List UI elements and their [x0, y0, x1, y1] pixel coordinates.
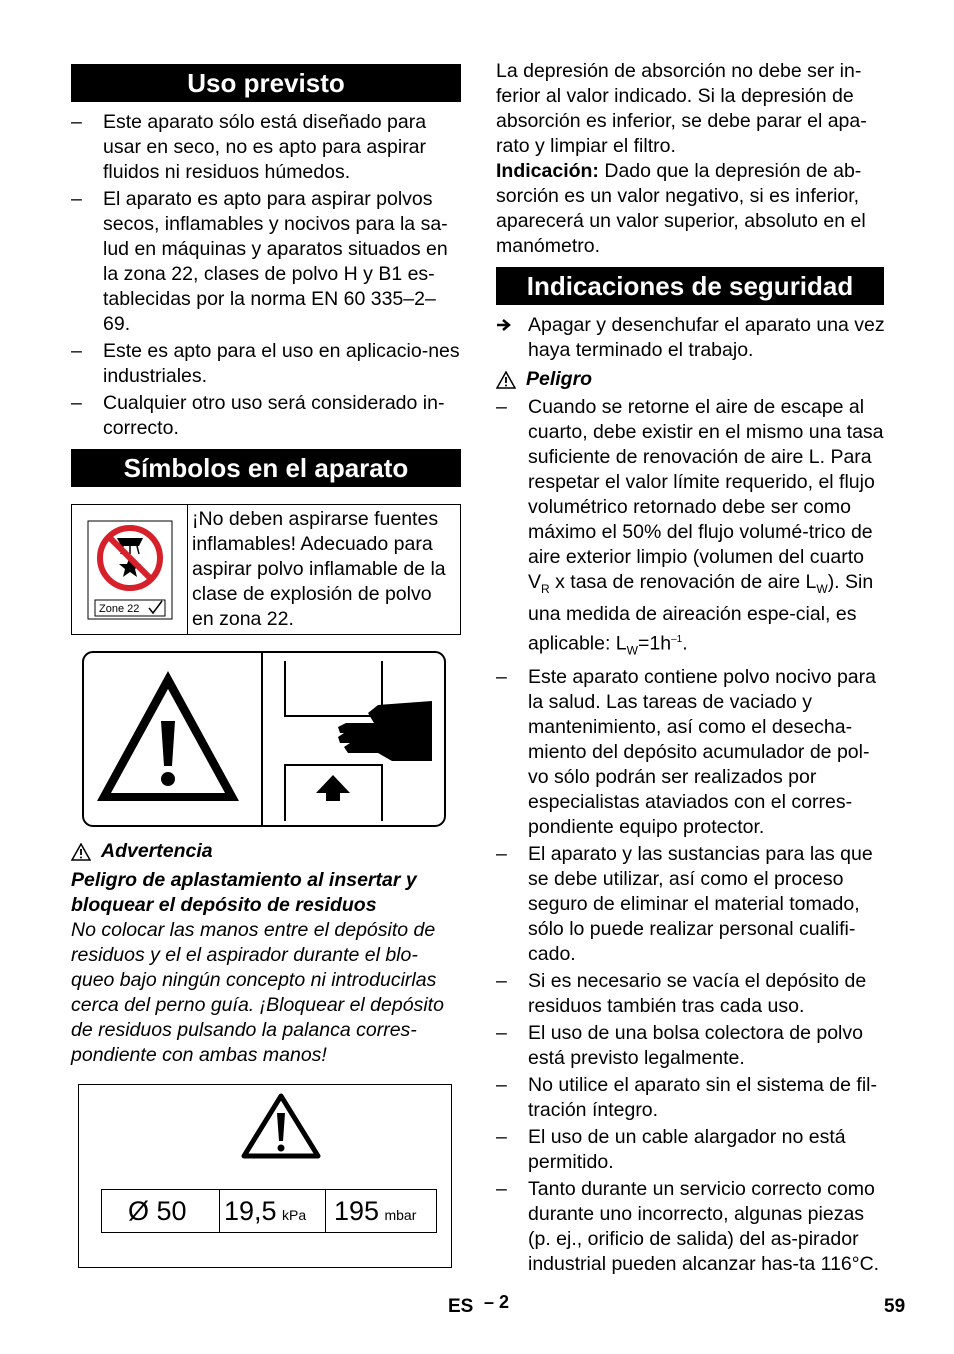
heading-seguridad: Indicaciones de seguridad [496, 267, 884, 305]
footer-page-number: 59 [884, 1296, 906, 1317]
heading-simbolos: Símbolos en el aparato [71, 449, 461, 487]
symbol-table [71, 504, 461, 635]
footer-section-page: – 2 [484, 1292, 510, 1312]
diameter-value: Ø 50 [102, 1190, 220, 1232]
indication-text: Dado que la depresión de ab-sorción es un valor negativo, si es inferior, aparecerá un valor superior, absoluto en el manómetro. [496, 160, 866, 257]
list-item: – El aparato y las sustancias para las que se debe utilizar, así como el proceso seguro de eliminar el material tomado, sólo lo puede realizar personal cualifi-cado. [496, 842, 886, 967]
crush-warning-pictogram [82, 651, 446, 827]
list-item: – No utilice el aparato sin el sistema de fil-tración íntegro. [496, 1073, 886, 1123]
list-item: – El uso de una bolsa colectora de polvo está previsto legalmente. [496, 1021, 886, 1071]
vacuum-gauge-label [78, 1084, 452, 1268]
list-item: – El uso de un cable alargador no está permitido. [496, 1125, 886, 1175]
list-item: – El aparato es apto para aspirar polvos secos, inflamables y nocivos para la sa-lud en máquinas y aparatos situados en la zona 22, clases de polvo H y B1 es-tablecidas por la norma EN 60 335–2–69. [71, 187, 461, 337]
list-item: – Si es necesario se vacía el depósito de residuos también tras cada uso. [496, 969, 886, 1019]
kpa-unit: kPa [281, 1207, 307, 1223]
list-item: – Cuando se retorne el aire de escape al cuarto, debe existir en el mismo una tasa suficiente de renovación de aire L. Para respetar el valor límite requerido, el flujo volumétrico retornado debe ser como máximo el 50% del flujo volumé-trico de aire exterior limpio (volumen del cuarto $V_R$ x tasa de renovación de aire $L_W$). Sin una medida de aireación espe-cial, es aplicable: $L_W=1h^{-1}$. [496, 395, 886, 663]
arrow-right-icon [496, 313, 512, 340]
right-column [496, 59, 886, 1279]
warning-triangle-icon [241, 1093, 321, 1159]
mbar-unit: mbar [384, 1207, 417, 1223]
uso-list [71, 110, 461, 441]
list-item: – Cualquier otro uso será considerado in-correcto. [71, 391, 461, 441]
arrow-item [496, 313, 886, 363]
list-item: – Este es apto para el uso en aplicacio-nes industriales. [71, 339, 461, 389]
mbar-cell [326, 1190, 436, 1232]
no-ignition-sources-icon [72, 505, 188, 634]
kpa-value: 19,5 [224, 1196, 277, 1226]
footer-lang: ES [448, 1296, 474, 1317]
arrow-item-text: Apagar y desenchufar el aparato una vez haya terminado el trabajo. [528, 314, 885, 361]
danger-list [496, 395, 886, 1277]
warning-triangle-icon [71, 843, 91, 861]
mbar-value: 195 [334, 1196, 380, 1226]
warning-triangle-icon [496, 371, 516, 389]
indication-label: Indicación: [496, 160, 599, 182]
kpa-cell [220, 1190, 326, 1232]
warning-text: No colocar las manos entre el depósito de residuos y el el aspirador durante el blo-queo bajo ningún concepto ni introducirlas cerca del perno guía. ¡Bloquear el depósito de residuos pulsando la palanca corres-pondiente con ambas manos! [71, 919, 444, 1066]
warning-title: Peligro de aplastamiento al insertar y bloquear el depósito de residuos [71, 869, 417, 916]
heading-uso-previsto: Uso previsto [71, 64, 461, 102]
danger-header [496, 367, 886, 392]
list-item: – Tanto durante un servicio correcto como durante uno incorrecto, algunas piezas (p. ej., orificio de salida) del as-pirador industrial pueden alcanzar has-ta 116°C. [496, 1177, 886, 1277]
warning-label: Advertencia [101, 840, 213, 862]
gauge-values-row [101, 1189, 437, 1233]
list-item: – Este aparato sólo está diseñado para usar en seco, no es apto para aspirar fluidos ni residuos húmedos. [71, 110, 461, 185]
zone-label: Zone 22 [98, 602, 139, 615]
indication-paragraph [496, 159, 886, 259]
warning-header [71, 839, 461, 864]
list-item: – Este aparato contiene polvo nocivo para la salud. Las tareas de vaciado y mantenimiento, así como el desecha-miento del depósito acumulador de pol-vo sólo podrán ser realizados por especialistas ataviados con el corres-pondiente equipo protector. [496, 665, 886, 840]
symbol-description: ¡No deben aspirarse fuentes inflamables! Adecuado para aspirar polvo inflamable de la clase de explosión de polvo en zona 22. [192, 508, 446, 630]
left-column [71, 64, 461, 1268]
intro-paragraph: La depresión de absorción no debe ser in-ferior al valor indicado. Si la depresión de absorción es inferior, se debe parar el apa-rato y limpiar el filtro. [496, 60, 867, 157]
danger-label: Peligro [526, 368, 593, 390]
